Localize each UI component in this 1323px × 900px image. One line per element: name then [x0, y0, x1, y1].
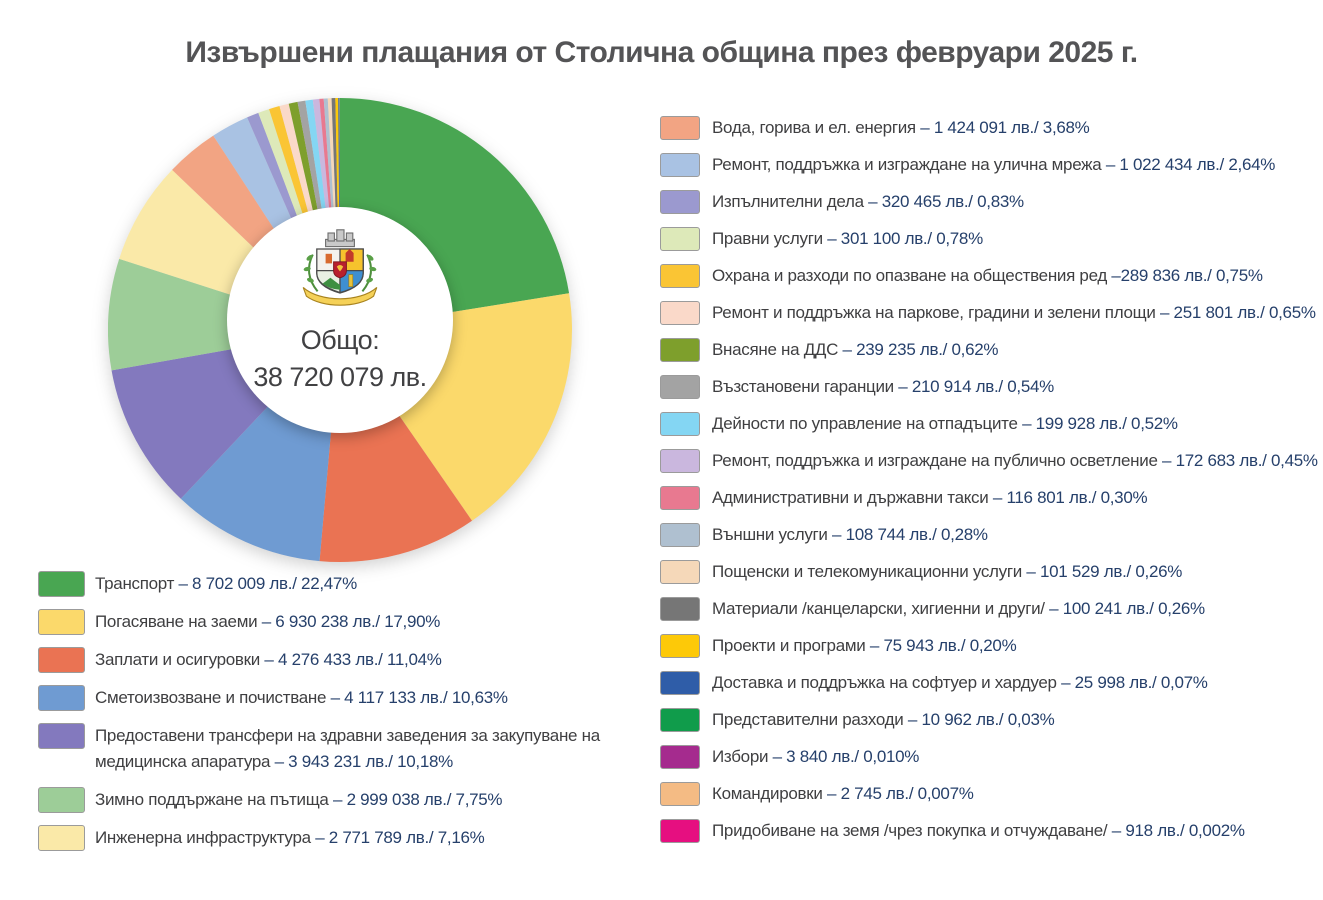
legend-value: – 172 683 лв./ 0,45% [1162, 451, 1318, 470]
legend-label: Доставка и поддръжка на софтуер и хардуер [712, 673, 1062, 692]
legend-color-swatch [38, 787, 85, 813]
donut-center-total: 38 720 079 лв. [253, 362, 427, 392]
legend-label: Погасяване на заеми [95, 612, 262, 631]
legend-label: Транспорт [95, 574, 179, 593]
legend-value: – 320 465 лв./ 0,83% [868, 192, 1024, 211]
legend-item [660, 116, 1310, 140]
donut-chart-area [104, 94, 576, 566]
legend-item [38, 723, 618, 775]
legend-color-swatch [660, 227, 700, 251]
legend-value: – 2 745 лв./ 0,007% [827, 784, 974, 803]
legend-label: Материали /канцеларски, хигиенни и други/ [712, 599, 1050, 618]
legend-item [660, 412, 1310, 436]
legend-color-swatch [660, 449, 700, 473]
legend-color-swatch [660, 412, 700, 436]
legend-item [660, 671, 1310, 695]
legend-color-swatch [660, 301, 700, 325]
legend-label: Представителни разходи [712, 710, 908, 729]
legend-item [660, 338, 1310, 362]
legend-item [660, 782, 1310, 806]
legend-label: Ремонт, поддръжка и изграждане на улична мрежа [712, 155, 1106, 174]
legend-item [660, 301, 1316, 325]
legend-value: – 210 914 лв./ 0,54% [898, 377, 1054, 396]
legend-value: – 301 100 лв./ 0,78% [827, 229, 983, 248]
legend-label: Ремонт и поддръжка на паркове, градини и зелени площи [712, 303, 1160, 322]
legend-value: – 1 424 091 лв./ 3,68% [920, 118, 1090, 137]
legend-color-swatch [38, 647, 85, 673]
legend-item [660, 819, 1310, 843]
legend-label: Дейности по управление на отпадъците [712, 414, 1023, 433]
sofia-figure [326, 254, 332, 264]
legend-color-swatch [660, 190, 700, 214]
legend-color-swatch [38, 825, 85, 851]
legend-color-swatch [38, 571, 85, 597]
legend-value: – 3 943 231 лв./ 10,18% [274, 752, 453, 771]
mural-crown [326, 230, 355, 247]
page-title: Извършени плащания от Столична община през февруари 2025 г. [185, 36, 1138, 69]
legend-item [660, 634, 1310, 658]
legend-label: Охрана и разходи по опазване на обществения ред [712, 266, 1112, 285]
legend-color-swatch [660, 745, 700, 769]
legend-value: – 4 276 433 лв./ 11,04% [264, 650, 442, 669]
donut-center-label: Общо: [300, 325, 380, 355]
legend-item [660, 560, 1310, 584]
legend-value: – 2 999 038 лв./ 7,75% [333, 790, 503, 809]
legend-item [660, 190, 1310, 214]
legend-value: – 108 744 лв./ 0,28% [832, 525, 988, 544]
legend-value: – 4 117 133 лв./ 10,63% [330, 688, 508, 707]
legend-value: – 10 962 лв./ 0,03% [907, 710, 1055, 729]
legend-label: Пощенски и телекомуникационни услуги [712, 562, 1027, 581]
legend-color-swatch [660, 375, 700, 399]
legend-item [660, 227, 1310, 251]
legend-value: – 2 771 789 лв./ 7,16% [315, 828, 485, 847]
legend-item [660, 153, 1310, 177]
legend-item [660, 264, 1310, 288]
legend-item [38, 685, 618, 711]
legend-value: – 25 998 лв./ 0,07% [1061, 673, 1208, 692]
legend-color-swatch [660, 819, 700, 843]
legend-color-swatch [660, 153, 700, 177]
legend-label: Инженерна инфраструктура [95, 828, 316, 847]
legend-label: Вода, горива и ел. енергия [712, 118, 921, 137]
legend-label: Придобиване на земя /чрез покупка и отчуждаване/ [712, 821, 1112, 840]
legend-value: – 8 702 009 лв./ 22,47% [178, 574, 357, 593]
legend-label: Зимно поддържане на пътища [95, 790, 333, 809]
legend-item [38, 609, 618, 635]
legend-color-swatch [38, 609, 85, 635]
legend-item [660, 745, 1310, 769]
legend-label: Командировки [712, 784, 828, 803]
legend-label: Избори [712, 747, 773, 766]
legend-color-swatch [660, 560, 700, 584]
legend-color-swatch [660, 264, 700, 288]
legend-item [38, 571, 618, 597]
legend-item [660, 375, 1310, 399]
legend-value: – 1 022 434 лв./ 2,64% [1105, 155, 1276, 174]
legend-item [660, 708, 1310, 732]
legend-label: Внасяне на ДДС [712, 340, 843, 359]
legend-color-swatch [660, 708, 700, 732]
legend-item [660, 449, 1318, 473]
legend-value: –289 836 лв./ 0,75% [1111, 266, 1263, 285]
legend-label: Проекти и програми [712, 636, 870, 655]
legend-item [660, 523, 1310, 547]
legend-item [38, 787, 618, 813]
legend-label: Заплати и осигуровки [95, 650, 265, 669]
legend-item [660, 597, 1310, 621]
donut-center [227, 207, 453, 433]
legend-label: Възстановени гаранции [712, 377, 899, 396]
legend-value: – 101 529 лв./ 0,26% [1026, 562, 1183, 581]
legend-color-swatch [660, 338, 700, 362]
legend-left [38, 571, 618, 851]
legend-value: – 3 840 лв./ 0,010% [772, 747, 920, 766]
legend-item [660, 486, 1310, 510]
legend-label: Административни и държавни такси [712, 488, 993, 507]
legend-color-swatch [660, 523, 700, 547]
legend-value: – 239 235 лв./ 0,62% [842, 340, 999, 359]
legend-color-swatch [660, 782, 700, 806]
sofia-coat-of-arms-logo [292, 229, 388, 317]
legend-label: Изпълнителни дела [712, 192, 869, 211]
legend-value: – 100 241 лв./ 0,26% [1049, 599, 1205, 618]
legend-color-swatch [660, 486, 700, 510]
legend-color-swatch [660, 671, 700, 695]
legend-color-swatch [660, 634, 700, 658]
legend-item [38, 825, 618, 851]
legend-value: – 199 928 лв./ 0,52% [1022, 414, 1178, 433]
gold-column [349, 275, 353, 287]
legend-label: Ремонт, поддръжка и изграждане на публично осветление [712, 451, 1163, 470]
legend-value: – 918 лв./ 0,002% [1111, 821, 1245, 840]
legend-value: – 6 930 238 лв./ 17,90% [261, 612, 441, 631]
legend-color-swatch [660, 116, 700, 140]
legend-right [660, 116, 1318, 843]
legend-item [38, 647, 618, 673]
legend-label: Предоставени трансфери на здравни заведения за закупуване на медицинска апаратура [95, 726, 600, 771]
legend-value: – 116 801 лв./ 0,30% [992, 488, 1148, 507]
legend-value: – 75 943 лв./ 0,20% [869, 636, 1017, 655]
legend-label: Правни услуги [712, 229, 828, 248]
legend-label: Външни услуги [712, 525, 833, 544]
legend-color-swatch [660, 597, 700, 621]
legend-value: – 251 801 лв./ 0,65% [1159, 303, 1316, 322]
legend-label: Сметоизвозване и почистване [95, 688, 331, 707]
legend-color-swatch [38, 685, 85, 711]
legend-color-swatch [38, 723, 85, 749]
